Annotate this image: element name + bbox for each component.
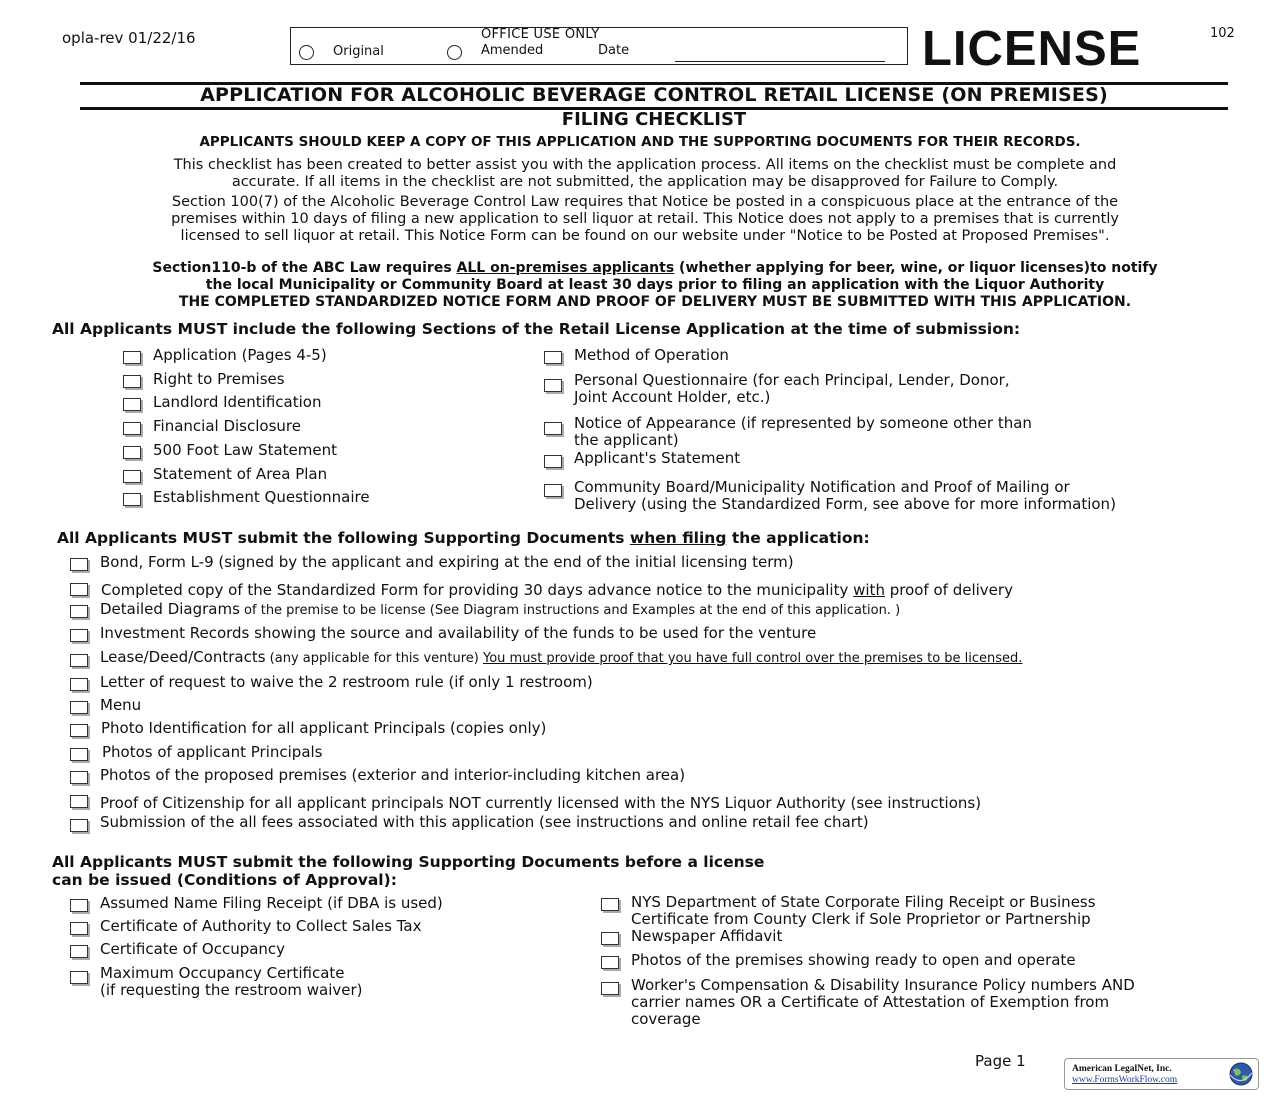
checkbox[interactable] [70,819,88,832]
checkbox[interactable] [601,898,619,911]
checkbox[interactable] [123,493,141,506]
checkbox[interactable] [70,748,88,761]
approval-item: Newspaper Affidavit [631,927,783,945]
filing-item-lease: Lease/Deed/Contracts (any applicable for this venture) You must provide proof that you have full control over the premises to be licensed. [100,648,1023,666]
checkbox[interactable] [70,583,88,596]
checkbox[interactable] [544,484,562,497]
license-heading: LICENSE [922,22,1142,76]
checkbox[interactable] [601,932,619,945]
checkbox[interactable] [123,422,141,435]
section110-text: Section110-b of the ABC Law requires [152,260,457,276]
checkbox[interactable] [70,922,88,935]
checkbox[interactable] [70,678,88,691]
section-item: Application (Pages 4-5) [153,346,327,364]
checkbox[interactable] [544,455,562,468]
page-title: APPLICATION FOR ALCOHOLIC BEVERAGE CONTROL RETAIL LICENSE (ON PREMISES) [200,84,1108,106]
keep-copy-notice: APPLICANTS SHOULD KEEP A COPY OF THIS APPLICATION AND THE SUPPORTING DOCUMENTS FOR THEIR RECORDS. [199,134,1081,150]
original-radio[interactable] [299,45,314,60]
page-subtitle: FILING CHECKLIST [561,109,747,130]
checkbox[interactable] [70,945,88,958]
office-use-box [290,27,908,65]
checkbox[interactable] [70,629,88,642]
checkbox[interactable] [70,971,88,984]
filing-item-citizenship: Proof of Citizenship for all applicant principals NOT currently licensed with the NYS Liquor Authority (see instructions) [100,794,982,812]
filing-item-letter: Letter of request to waive the 2 restroom rule (if only 1 restroom) [100,673,593,691]
checkbox[interactable] [123,470,141,483]
approval-item: Assumed Name Filing Receipt (if DBA is used) [100,894,443,912]
sections-heading: All Applicants MUST include the following Sections of the Retail License Application at the time of submission: [52,320,1021,338]
checkbox[interactable] [70,724,88,737]
approval-item: Maximum Occupancy Certificate (if requesting the restroom waiver) [100,964,363,999]
brand-name: American LegalNet, Inc. [1072,1064,1172,1074]
filing-item-photos-premises: Photos of the proposed premises (exterior and interior-including kitchen area) [100,766,686,784]
section-item: Personal Questionnaire (for each Principal, Lender, Donor, Joint Account Holder, etc.) [574,371,1010,406]
approval-item: Worker's Compensation & Disability Insurance Policy numbers AND carrier names OR a Certificate of Attestation of Exemption from coverage [631,976,1135,1028]
form-number: 102 [1210,26,1235,41]
checkbox[interactable] [70,899,88,912]
checkbox[interactable] [123,398,141,411]
checkbox[interactable] [70,701,88,714]
filing-heading: All Applicants MUST submit the following Supporting Documents when filing the application: [57,529,870,547]
section110-text: (whether applying for beer, wine, or liquor licenses)to notify [674,260,1158,276]
filing-item-standardized-form: Completed copy of the Standardized Form for providing 30 days advance notice to the municipality with proof of delivery [101,581,1013,599]
form-revision-id: opla-rev 01/22/16 [62,29,196,47]
section-item: Applicant's Statement [574,449,741,467]
checkbox[interactable] [123,446,141,459]
section-item: Statement of Area Plan [153,465,328,483]
filing-item-investment: Investment Records showing the source and availability of the funds to be used for the venture [100,624,817,642]
section110-paragraph [40,260,1270,311]
globe-icon [1227,1061,1255,1087]
date-label: Date [598,43,630,58]
office-use-title: OFFICE USE ONLY [481,27,600,42]
brand-url-link[interactable]: www.FormsWorkFlow.com [1072,1075,1178,1085]
approval-item: Certificate of Authority to Collect Sales Tax [100,917,422,935]
checkbox[interactable] [123,375,141,388]
notice-line: Section 100(7) of the Alcoholic Beverage Control Law requires that Notice be posted in a conspicuous place at the entrance of the [171,194,1119,210]
notice-paragraph [40,194,1250,245]
checkbox[interactable] [544,422,562,435]
notice-line: licensed to sell liquor at retail. This Notice Form can be found on our website under "Notice to be Posted at Proposed Premises". [180,228,1110,244]
approval-heading: All Applicants MUST submit the following Supporting Documents before a license can be issued (Conditions of Approval): [52,853,765,889]
filing-item-photos-principals: Photos of applicant Principals [102,743,323,761]
approval-item: Certificate of Occupancy [100,940,286,958]
approval-item: Photos of the premises showing ready to open and operate [631,951,1076,969]
filing-item-fees: Submission of the all fees associated with this application (see instructions and online retail fee chart) [100,813,869,831]
filing-item-diagrams: Detailed Diagrams of the premise to be license (See Diagram instructions and Examples at the end of this application. ) [100,600,901,618]
section-item: Method of Operation [574,346,729,364]
checkbox[interactable] [544,379,562,392]
intro-paragraph [40,157,1250,191]
intro-line: accurate. If all items in the checklist are not submitted, the application may be disapproved for Failure to Comply. [231,174,1059,190]
checkbox[interactable] [70,605,88,618]
checkbox[interactable] [123,351,141,364]
filing-item-photo-id: Photo Identification for all applicant Principals (copies only) [101,719,547,737]
approval-item: NYS Department of State Corporate Filing Receipt or Business Certificate from County Clerk if Sole Proprietor or Partnership [631,893,1096,928]
checkbox[interactable] [70,558,88,571]
checkbox[interactable] [70,771,88,784]
amended-radio[interactable] [447,45,462,60]
section110-line: the local Municipality or Community Board at least 30 days prior to filing an application with the Liquor Authority [205,277,1105,293]
checkbox[interactable] [544,351,562,364]
section-item: Establishment Questionnaire [153,488,370,506]
amended-label: Amended [481,43,544,58]
checkbox[interactable] [70,654,88,667]
intro-line: This checklist has been created to better assist you with the application process. All items on the checklist must be complete and [173,157,1117,173]
section-item: Community Board/Municipality Notification and Proof of Mailing or Delivery (using the Standardized Form, see above for more information) [574,478,1116,513]
section-item: 500 Foot Law Statement [153,441,338,459]
section-item: Right to Premises [153,370,285,388]
section110-line: THE COMPLETED STANDARDIZED NOTICE FORM AND PROOF OF DELIVERY MUST BE SUBMITTED WITH THIS APPLICATION. [178,294,1132,310]
brand-badge[interactable] [1064,1058,1259,1090]
filing-item-menu: Menu [100,696,142,714]
notice-line: premises within 10 days of filing a new application to sell liquor at retail. This Notice does not apply to a premises that is currently [171,211,1119,227]
checkbox[interactable] [601,982,619,995]
checkbox[interactable] [70,795,88,808]
section-item: Landlord Identification [153,393,322,411]
section110-underlined: ALL on-premises applicants [456,260,675,276]
filing-item-bond: Bond, Form L-9 (signed by the applicant and expiring at the end of the initial licensing term) [100,553,794,571]
checkbox[interactable] [601,956,619,969]
original-label: Original [333,44,384,59]
date-field[interactable] [675,61,885,62]
section-item: Notice of Appearance (if represented by someone other than the applicant) [574,414,1032,449]
page-number: Page 1 [975,1052,1026,1070]
section-item: Financial Disclosure [153,417,301,435]
